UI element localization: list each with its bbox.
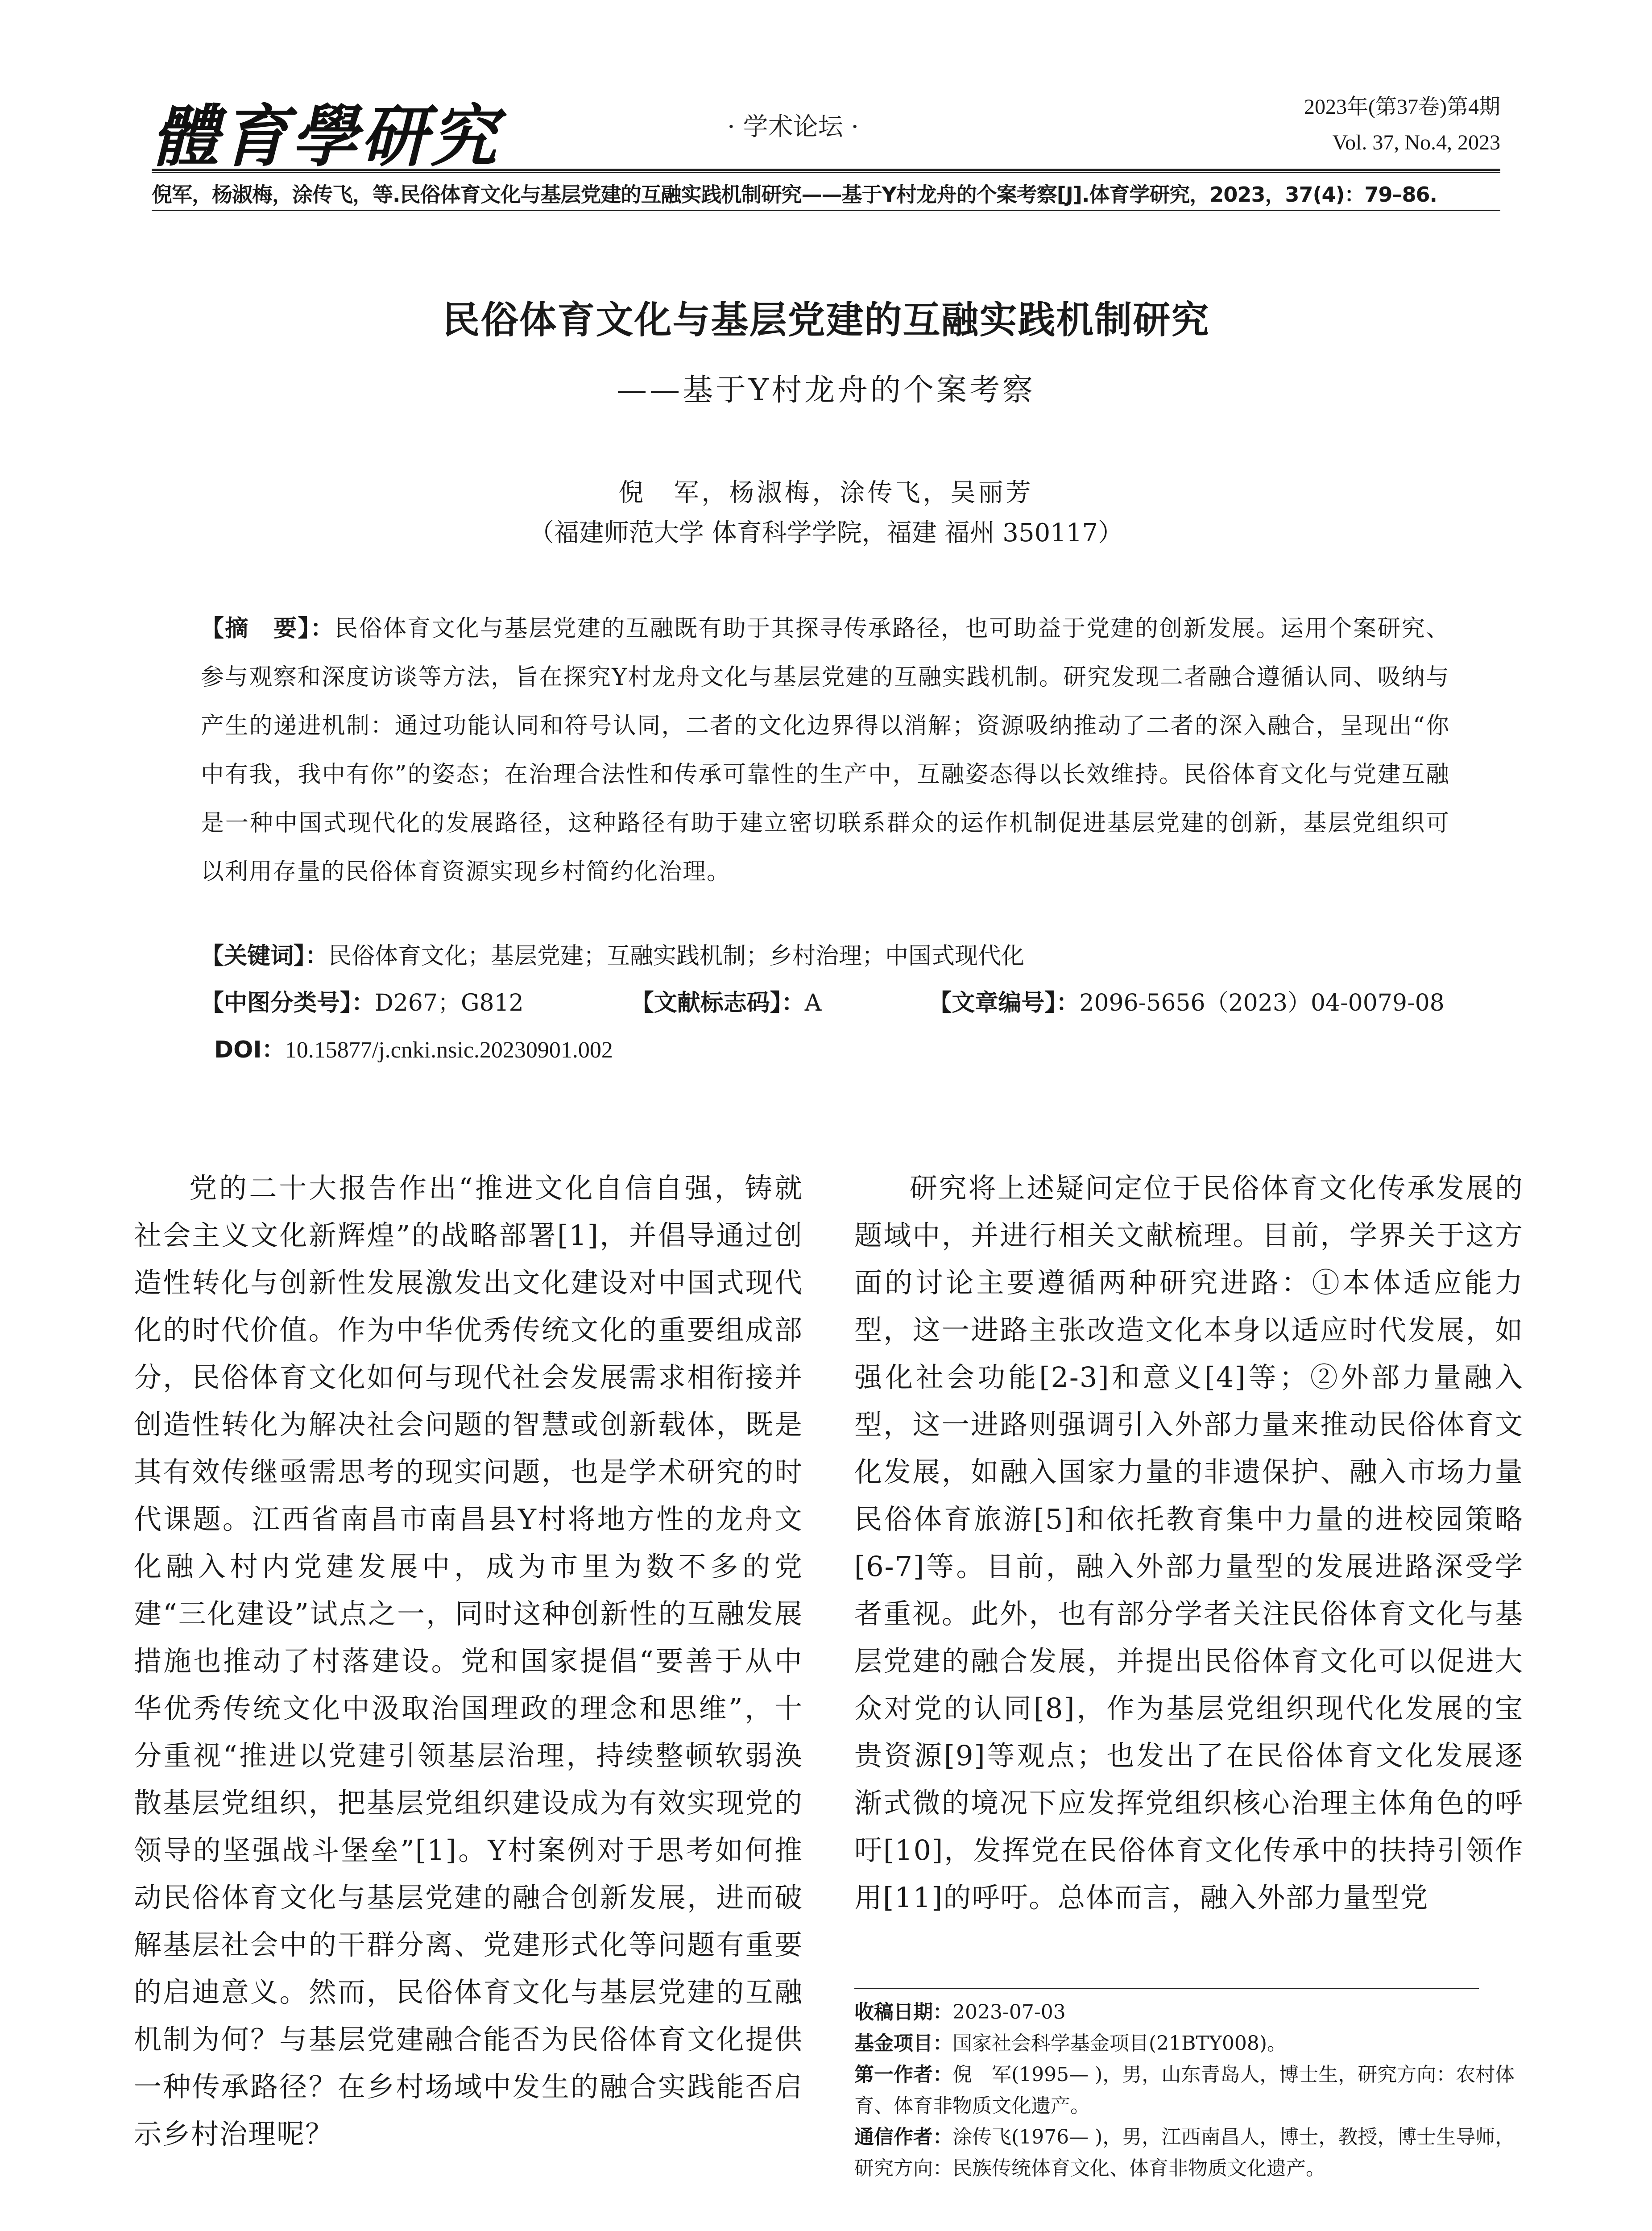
doc-code-value: A <box>804 990 822 1016</box>
footnote-corresponding-label: 通信作者： <box>854 2126 952 2148</box>
footnote-corresponding-value: 涂传飞(1976— )，男，江西南昌人，博士，教授，博士生导师，研究方向：民族传统体育文化、体育非物质文化遗产。 <box>854 2126 1515 2180</box>
clc-label: 【中图分类号】： <box>201 990 375 1016</box>
footnotes <box>854 1997 1524 2184</box>
issue-info <box>1304 89 1500 161</box>
footnote-first-author-value: 倪 军(1995— )，男，山东青岛人，博士生，研究方向：农村体育、体育非物质文化遗产。 <box>854 2063 1515 2117</box>
footnote-fund-label: 基金项目： <box>854 2032 952 2055</box>
footnote-received-value: 2023-07-03 <box>952 2001 1066 2024</box>
body-column-right <box>854 1165 1524 1921</box>
article-subtitle: ——基于Y村龙舟的个案考察 <box>617 373 1035 408</box>
clc-code <box>201 990 577 1016</box>
doc-code <box>631 990 875 1016</box>
doc-code-label: 【文献标志码】： <box>630 990 805 1016</box>
article-number <box>928 990 1498 1016</box>
citation-rule <box>152 210 1500 211</box>
header-rule-thick <box>152 169 1500 171</box>
footnote-fund-value: 国家社会科学基金项目(21BTY008)。 <box>952 2032 1287 2055</box>
body-paragraph: 党的二十大报告作出“推进文化自信自强，铸就社会主义文化新辉煌”的战略部署[1]，并倡导通过创造性转化与创新性发展激发出文化建设对中国式现代化的时代价值。作为中华优秀传统文化的重要组成部分，民俗体育文化如何与现代社会发展需求相衔接并创造性转化为解决社会问题的智慧或创新载体，既是其有效传继亟需思考的现实问题，也是学术研究的时代课题。江西省南昌市南昌县Y村将地方性的龙舟文化融入村内党建发展中，成为市里为数不多的党建“三化建设”试点之一，同时这种创新性的互融发展措施也推动了村落建设。党和国家提倡“要善于从中华优秀传统文化中汲取治国理政的理念和思维”，十分重视“推进以党建引领基层治理，持续整顿软弱涣散基层党组织，把基层党组织建设成为有效实现党的领导的坚强战斗堡垒”[1]。Y村案例对于思考如何推动民俗体育文化与基层党建的融合创新发展，进而破解基层社会中的干群分离、党建形式化等问题有重要的启迪意义。然而，民俗体育文化与基层党建的互融机制为何？与基层党建融合能否为民俗体育文化提供一种传承路径？在乡村场域中发生的融合实践能否启示乡村治理呢？ <box>134 1172 803 2150</box>
footnote-fund <box>854 2028 1524 2059</box>
abstract-text: 民俗体育文化与基层党建的互融既有助于其探寻传承路径，也可助益于党建的创新发展。运用个案研究、参与观察和深度访谈等方法，旨在探究Y村龙舟文化与基层党建的互融实践机制。研究发现二者融合遵循认同、吸纳与产生的递进机制：通过功能认同和符号认同，二者的文化边界得以消解；资源吸纳推动了二者的深入融合，呈现出“你中有我，我中有你”的姿态；在治理合法性和传承可靠性的生产中，互融姿态得以长效维持。民俗体育文化与党建互融是一种中国式现代化的发展路径，这种路径有助于建立密切联系群众的运作机制促进基层党建的创新，基层党组织可以利用存量的民俗体育资源实现乡村简约化治理。 <box>201 615 1450 885</box>
article-title: 民俗体育文化与基层党建的互融实践机制研究 <box>442 298 1210 342</box>
footnote-first-author <box>854 2059 1524 2122</box>
section-label: · 学术论坛 · <box>727 112 859 141</box>
issue-en: Vol. 37, No.4, 2023 <box>1332 131 1500 154</box>
footnote-received-label: 收稿日期： <box>854 2001 952 2024</box>
footnote-first-author-label: 第一作者： <box>854 2063 952 2086</box>
keywords-text: 民俗体育文化；基层党建；互融实践机制；乡村治理；中国式现代化 <box>328 943 1025 970</box>
clc-value: D267；G812 <box>375 990 524 1016</box>
classification-line <box>201 984 1450 1017</box>
body-column-left <box>134 1165 803 2158</box>
article-number-value: 2096-5656（2023）04-0079-08 <box>1079 990 1445 1016</box>
keywords <box>201 937 1450 970</box>
article-number-label: 【文章编号】： <box>928 990 1080 1016</box>
doi-label: DOI： <box>214 1037 285 1063</box>
body-paragraph: 研究将上述疑问定位于民俗体育文化传承发展的题域中，并进行相关文献梳理。目前，学界关于这方面的讨论主要遵循两种研究进路：①本体适应能力型，这一进路主张改造文化本身以适应时代发展，如强化社会功能[2-3]和意义[4]等；②外部力量融入型，这一进路则强调引入外部力量来推动民俗体育文化发展，如融入国家力量的非遗保护、融入市场力量民俗体育旅游[5]和依托教育集中力量的进校园策略[6-7]等。目前，融入外部力量型的发展进路深受学者重视。此外，也有部分学者关注民俗体育文化与基层党建的融合发展，并提出民俗体育文化可以促进大众对党的认同[8]，作为基层党组织现代化发展的宝贵资源[9]等观点；也发出了在民俗体育文化发展逐渐式微的境况下应发挥党组织核心治理主体角色的呼吁[10]，发挥党在民俗体育文化传承中的扶持引领作用[11]的呼吁。总体而言，融入外部力量型党 <box>854 1172 1524 1914</box>
journal-logo: 體育學研究 <box>152 97 500 176</box>
doi-value: 10.15877/j.cnki.nsic.20230901.002 <box>285 1037 613 1063</box>
abstract-label: 【摘 要】： <box>201 615 335 642</box>
issue-cn: 2023年(第37卷)第4期 <box>1304 95 1500 119</box>
header-rule-thin <box>152 172 1500 173</box>
author-list: 倪 军，杨淑梅，涂传飞，吴丽芳 <box>618 478 1034 507</box>
author-affiliation: （福建师范大学 体育科学学院，福建 福州 350117） <box>529 518 1123 547</box>
doi <box>214 1031 1463 1064</box>
abstract <box>201 605 1450 896</box>
citation-line: 倪军，杨淑梅，涂传飞，等.民俗体育文化与基层党建的互融实践机制研究——基于Y村龙舟的个案考察[J].体育学研究，2023，37(4)：79–86. <box>152 182 1437 207</box>
footnote-rule <box>854 1988 1479 1989</box>
footnote-received <box>854 1997 1524 2028</box>
footnote-corresponding-author <box>854 2122 1524 2184</box>
keywords-label: 【关键词】： <box>201 943 329 970</box>
